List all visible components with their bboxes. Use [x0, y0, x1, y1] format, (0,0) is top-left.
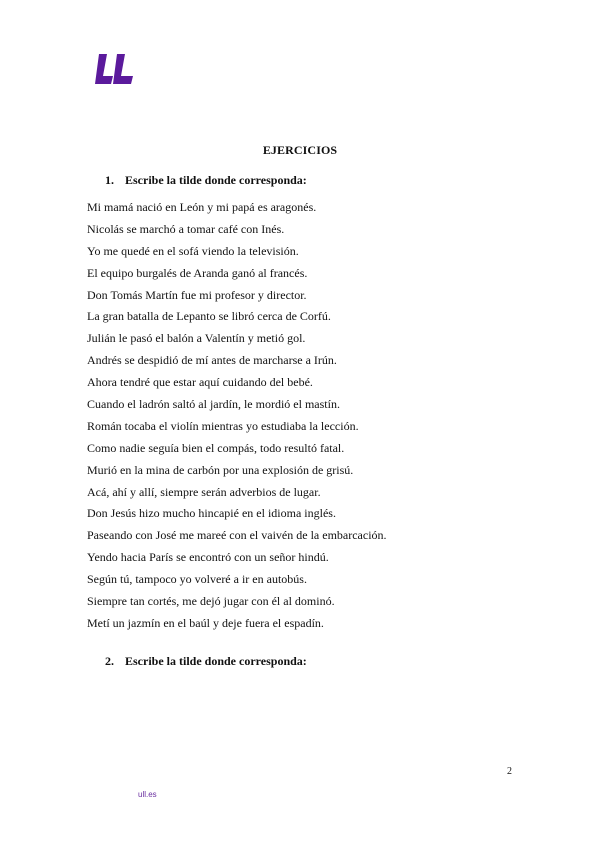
- exercise-2-instruction: Escribe la tilde donde corresponda:: [125, 654, 307, 668]
- sentence-item: Yo me quedé en el sofá viendo la televisión.: [87, 243, 299, 258]
- sentence-item: Román tocaba el violín mientras yo estudiaba la lección.: [87, 418, 359, 433]
- sentence-item: Como nadie seguía bien el compás, todo resultó fatal.: [87, 440, 345, 455]
- sentence-item: Paseando con José me mareé con el vaivén de la embarcación.: [87, 528, 387, 543]
- exercise-1-instruction: Escribe la tilde donde corresponda:: [125, 173, 307, 187]
- exercise-1-heading: [105, 173, 307, 188]
- exercise-2-number: 2.: [105, 654, 114, 668]
- exercise-1-number: 1.: [105, 173, 114, 187]
- sentence-item: Andrés se despidió de mí antes de marcharse a Irún.: [87, 353, 337, 368]
- sentence-item: Según tú, tampoco yo volveré a ir en autobús.: [87, 572, 307, 587]
- page-number: 2: [507, 766, 512, 777]
- sentence-item: Nicolás se marchó a tomar café con Inés.: [87, 221, 285, 236]
- sentence-item: Don Tomás Martín fue mi profesor y director.: [87, 287, 307, 302]
- sentence-item: Mi mamá nació en León y mi papá es aragonés.: [87, 200, 317, 214]
- sentence-item: Julián le pasó el balón a Valentín y metió gol.: [87, 331, 306, 346]
- exercise-2-heading: [105, 654, 307, 669]
- exercise-1-sentence-list: [87, 199, 387, 637]
- page-title: EJERCICIOS: [262, 143, 338, 157]
- sentence-item: Yendo hacia París se encontró con un señor hindú.: [87, 550, 329, 565]
- sentence-item: Cuando el ladrón saltó al jardín, le mordió el mastín.: [87, 397, 340, 412]
- sentence-item: Metí un jazmín en el baúl y deje fuera el espadín.: [87, 615, 324, 630]
- sentence-item: Don Jesús hizo mucho hincapié en el idioma inglés.: [87, 506, 336, 521]
- sentence-item: Murió en la mina de carbón por una explosión de grisú.: [87, 462, 354, 477]
- sentence-item: La gran batalla de Lepanto se libró cerca de Corfú.: [87, 309, 331, 324]
- sentence-item: Ahora tendré que estar aquí cuidando del bebé.: [87, 375, 313, 390]
- sentence-item: Siempre tan cortés, me dejó jugar con él al dominó.: [87, 594, 335, 609]
- ull-logo-icon: [95, 54, 135, 84]
- sentence-item: Acá, ahí y allí, siempre serán adverbios de lugar.: [87, 484, 321, 499]
- sentence-item: El equipo burgalés de Aranda ganó al francés.: [87, 265, 308, 280]
- footer-link-ull[interactable]: ull.es: [138, 790, 157, 799]
